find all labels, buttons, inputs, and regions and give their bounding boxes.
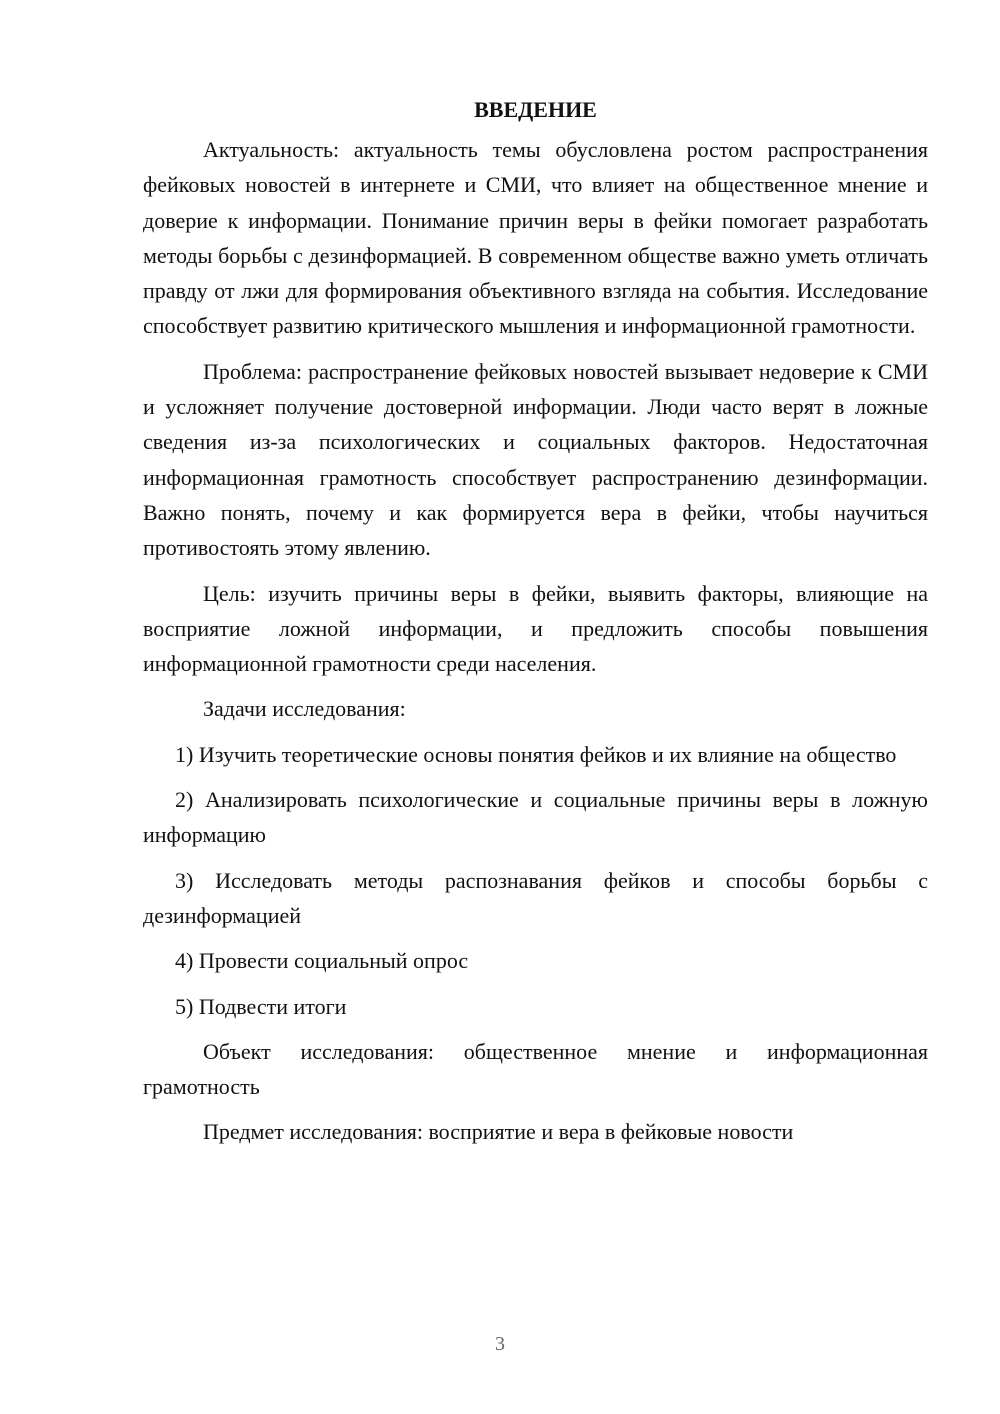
page-number: 3 — [495, 1333, 505, 1355]
tasks-heading: Задачи исследования: — [203, 696, 406, 722]
document-page — [143, 92, 928, 1160]
task-item: 1) Изучить теоретические основы понятия фейков и их влияние на общество — [175, 741, 897, 767]
task-item: 3) Исследовать методы распознавания фейков и способы борьбы с дезинформацией — [143, 867, 928, 928]
section-title: ВВЕДЕНИЕ — [474, 97, 597, 122]
relevance-paragraph: Актуальность: актуальность темы обусловлена ростом распространения фейковых новостей в интернете и СМИ, что влияет на общественное мнение и доверие к информации. Понимание причин веры в фейки помогает разработать методы борьбы с дезинформацией. В современном обществе важно уметь отличать правду от лжи для формирования объективного взгляда на события. Исследование способствует развитию критического мышления и информационной грамотности. — [143, 137, 928, 339]
task-item: 2) Анализировать психологические и социальные причины веры в ложную информацию — [143, 787, 928, 848]
task-item: 4) Провести социальный опрос — [175, 948, 469, 974]
object-paragraph: Объект исследования: общественное мнение и информационная грамотность — [143, 1038, 928, 1100]
goal-paragraph: Цель: изучить причины веры в фейки, выявить факторы, влияющие на восприятие ложной информации, и предложить способы повышения информационной грамотности среди населения. — [143, 580, 928, 677]
problem-paragraph: Проблема: распространение фейковых новостей вызывает недоверие к СМИ и усложняет получение достоверной информации. Люди часто верят в ложные сведения из-за психологических и социальных факторов. Недостаточная информационная грамотность способствует распространению дезинформации. Важно понять, почему и как формируется вера в фейки, чтобы научиться противостоять этому явлению. — [143, 358, 928, 561]
subject-paragraph: Предмет исследования: восприятие и вера в фейковые новости — [203, 1119, 794, 1145]
task-item: 5) Подвести итоги — [175, 993, 347, 1019]
